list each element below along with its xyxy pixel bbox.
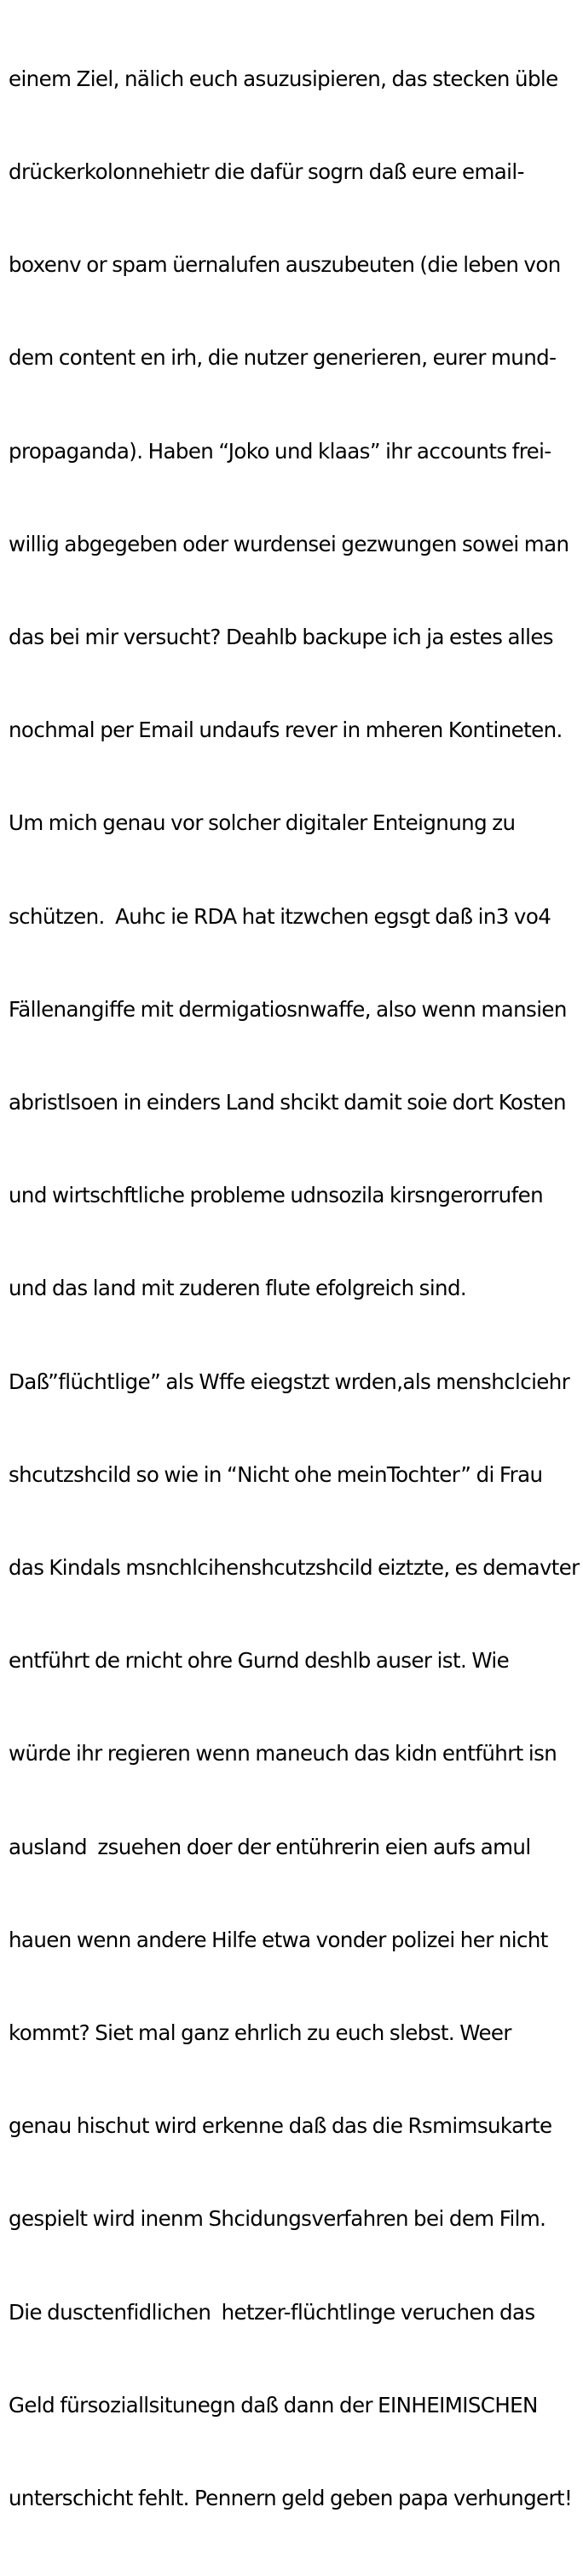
text-line: Um mich genau vor solcher digitaler Enteignung zu xyxy=(9,810,516,836)
text-line: kommt? Siet mal ganz ehrlich zu euch slebst. Weer xyxy=(9,2020,511,2046)
text-line: gespielt wird inenm Shcidungsverfahren bei dem Film. xyxy=(9,2206,546,2232)
text-line: nochmal per Email undaufs rever in mheren Kontineten. xyxy=(9,717,563,743)
text-line: das Kindals msnchlcihenshcutzshcild eiztzte, es demavter xyxy=(9,1555,580,1581)
body-text xyxy=(9,2,580,2576)
text-line: boxenv or spam üernalufen auszubeuten (die leben von xyxy=(9,252,561,278)
text-line: würde ihr regieren wenn maneuch das kidn entführt isn xyxy=(9,1741,557,1766)
text-line: Geld fürsoziallsitunegn daß dann der EINHEIMISCHEN xyxy=(9,2392,538,2418)
text-line: abristlsoen in einders Land shcikt damit soie dort Kosten xyxy=(9,1090,566,1115)
text-line: ausland zsuehen doer der entührerin eien aufs amul xyxy=(9,1834,531,1859)
text-line: dem content en irh, die nutzer generieren, eurer mund- xyxy=(9,345,557,371)
text-line: willig abgegeben oder wurdensei gezwungen sowei man xyxy=(9,531,569,556)
text-line: shcutzshcild so wie in “Nicht ohe meinTochter” di Frau xyxy=(9,1461,543,1487)
text-line: hauen wenn andere Hilfe etwa vonder polizei her nicht xyxy=(9,1927,548,1952)
text-line: und wirtschftliche probleme udnsozila kirsngerorrufen xyxy=(9,1183,544,1208)
text-line: entführt de rnicht ohre Gurnd deshlb auser ist. Wie xyxy=(9,1648,510,1674)
text-line: propaganda). Haben “Joko und klaas” ihr accounts frei- xyxy=(9,438,551,464)
text-line: Daß”flüchtlige” als Wffe eiegstzt wrden,als menshclciehr xyxy=(9,1369,570,1394)
text-line: einem Ziel, nälich euch asuzusipieren, das stecken üble xyxy=(9,66,558,91)
text-line: Die dusctenfidlichen hetzer-flüchtlinge veruchen das xyxy=(9,2299,535,2325)
text-line: genau hischut wird erkenne daß das die Rsmimsukarte xyxy=(9,2113,552,2139)
text-line: schützen. Auhc ie RDA hat itzwchen egsgt daß in3 vo4 xyxy=(9,903,551,929)
text-line: das bei mir versucht? Deahlb backupe ich ja estes alles xyxy=(9,625,553,650)
text-line: Fällenangiffe mit dermigatiosnwaffe, also wenn mansien xyxy=(9,996,567,1022)
text-line: und das land mit zuderen flute efolgreich sind. xyxy=(9,1276,467,1301)
text-line: unterschicht fehlt. Pennern geld geben papa verhungert! xyxy=(9,2486,573,2511)
text-line: drückerkolonnehietr die dafür sogrn daß eure email- xyxy=(9,159,524,185)
